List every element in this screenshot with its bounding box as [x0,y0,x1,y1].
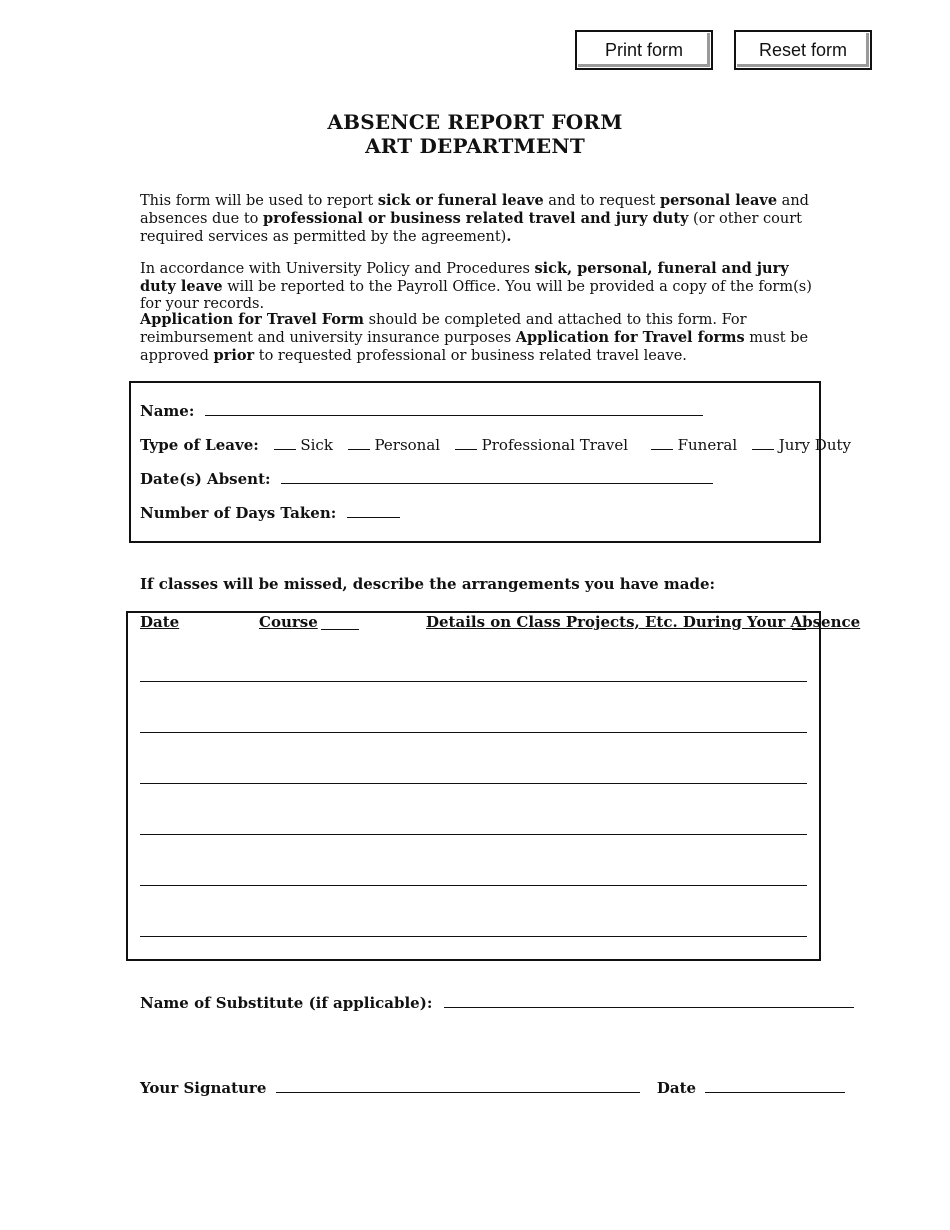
name-field[interactable] [205,401,703,416]
sick-check[interactable] [274,435,296,450]
class-arrangements-box [126,611,821,961]
sick-label: Sick [300,436,333,454]
dates-absent-label: Date(s) Absent: [140,470,271,488]
funeral-check[interactable] [651,435,673,450]
substitute-row [140,993,854,1012]
days-taken-field[interactable] [347,503,400,518]
arrangement-row-line[interactable] [140,681,807,682]
funeral-label: Funeral [677,436,738,454]
arrangement-row-line[interactable] [140,885,807,886]
jury-duty-label: Jury Duty [778,436,851,454]
intro-paragraph-3: Application for Travel Form should be completed and attached to this form. For reimbursement and university insurance purposes Application for Travel forms must be approved prior to requested professional or business related travel leave. [140,311,809,364]
date-field[interactable] [705,1078,845,1093]
header-underline [321,613,359,630]
professional-travel-label: Professional Travel [481,436,629,454]
header-underline [792,613,806,630]
signature-field[interactable] [276,1078,640,1093]
intro-paragraph-2: In accordance with University Policy and Procedures sick, personal, funeral and jury duty leave will be reported to the Payroll Office. You will be provided a copy of the form(s) for your records. [140,260,812,312]
arrangement-row-line[interactable] [140,732,807,733]
signature-label: Your Signature [140,1079,267,1097]
column-header-course: Course [259,613,318,631]
arrangement-row-line[interactable] [140,834,807,835]
substitute-label: Name of Substitute (if applicable): [140,994,433,1012]
form-title: ABSENCE REPORT FORM [327,110,623,134]
name-label: Name: [140,402,195,420]
name-row [140,401,703,420]
date-label: Date [656,1079,697,1097]
intro-paragraph-1: This form will be used to report sick or funeral leave and to request personal leave and absences due to professional or business related travel and jury duty (or other court required services as permitted by the agreement). [140,192,809,245]
days-taken-row [140,503,400,522]
professional-travel-check[interactable] [455,435,477,450]
print-form-button[interactable]: Print form [575,30,713,70]
jury-duty-check[interactable] [752,435,774,450]
arrangement-row-line[interactable] [140,783,807,784]
reset-form-button[interactable]: Reset form [734,30,872,70]
leave-type-label: Type of Leave: [140,436,259,454]
substitute-field[interactable] [444,993,854,1008]
classes-note: If classes will be missed, describe the arrangements you have made: [140,575,716,593]
leave-type-row [140,435,851,454]
personal-check[interactable] [348,435,370,450]
personal-label: Personal [374,436,441,454]
days-taken-label: Number of Days Taken: [140,504,337,522]
dates-absent-row [140,469,713,488]
signature-row [140,1078,845,1097]
dates-absent-field[interactable] [281,469,713,484]
arrangement-row-line[interactable] [140,936,807,937]
department-title: ART DEPARTMENT [365,134,585,158]
column-header-details: Details on Class Projects, Etc. During Your Absence [426,613,861,631]
column-header-date: Date [140,613,180,631]
